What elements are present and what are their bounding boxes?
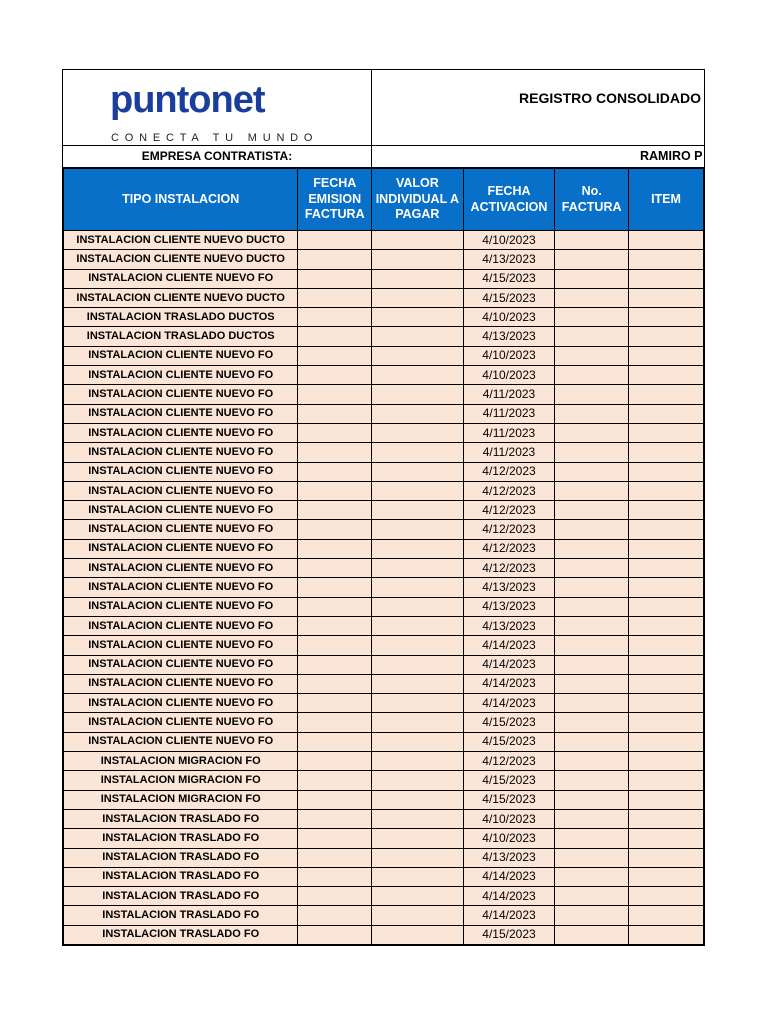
table-row: [64, 771, 704, 790]
table-row: [64, 423, 704, 442]
cell-valor[interactable]: [372, 539, 464, 558]
cell-fecha-activacion[interactable]: 4/10/2023: [463, 366, 555, 385]
cell-item[interactable]: [629, 288, 704, 307]
cell-tipo-instalacion[interactable]: INSTALACION CLIENTE NUEVO FO: [64, 443, 298, 462]
column-header-fecha-activacion: FECHA ACTIVACION: [463, 169, 555, 231]
cell-valor[interactable]: [372, 501, 464, 520]
cell-valor[interactable]: [372, 578, 464, 597]
cell-factura[interactable]: [555, 308, 629, 327]
cell-fecha-activacion[interactable]: 4/10/2023: [463, 829, 555, 848]
cell-fecha-emision[interactable]: [298, 674, 372, 693]
cell-factura[interactable]: [555, 655, 629, 674]
cell-item[interactable]: [629, 520, 704, 539]
table-row: [64, 887, 704, 906]
cell-fecha-emision[interactable]: [298, 559, 372, 578]
cell-valor[interactable]: [372, 481, 464, 500]
cell-tipo-instalacion[interactable]: INSTALACION CLIENTE NUEVO FO: [64, 501, 298, 520]
cell-fecha-emision[interactable]: [298, 809, 372, 828]
cell-item[interactable]: [629, 327, 704, 346]
cell-factura[interactable]: [555, 462, 629, 481]
cell-item[interactable]: [629, 462, 704, 481]
cell-fecha-emision[interactable]: [298, 327, 372, 346]
cell-fecha-emision[interactable]: [298, 288, 372, 307]
cell-fecha-emision[interactable]: [298, 790, 372, 809]
cell-fecha-emision[interactable]: [298, 636, 372, 655]
cell-tipo-instalacion[interactable]: INSTALACION CLIENTE NUEVO FO: [64, 385, 298, 404]
document-title: REGISTRO CONSOLIDADO: [519, 90, 702, 106]
table-row: [64, 501, 704, 520]
table-row: [64, 829, 704, 848]
cell-item[interactable]: [629, 771, 704, 790]
cell-fecha-emision[interactable]: [298, 520, 372, 539]
cell-tipo-instalacion[interactable]: INSTALACION CLIENTE NUEVO FO: [64, 674, 298, 693]
cell-valor[interactable]: [372, 404, 464, 423]
cell-valor[interactable]: [372, 288, 464, 307]
cell-item[interactable]: [629, 385, 704, 404]
cell-fecha-emision[interactable]: [298, 925, 372, 944]
table-row: [64, 404, 704, 423]
cell-tipo-instalacion[interactable]: INSTALACION MIGRACION FO: [64, 771, 298, 790]
cell-fecha-activacion[interactable]: 4/10/2023: [463, 308, 555, 327]
cell-tipo-instalacion[interactable]: INSTALACION CLIENTE NUEVO FO: [64, 404, 298, 423]
company-label: EMPRESA CONTRATISTA:: [63, 146, 372, 167]
cell-tipo-instalacion[interactable]: INSTALACION CLIENTE NUEVO FO: [64, 539, 298, 558]
table-row: [64, 655, 704, 674]
cell-tipo-instalacion[interactable]: INSTALACION CLIENTE NUEVO FO: [64, 462, 298, 481]
cell-item[interactable]: [629, 694, 704, 713]
cell-tipo-instalacion[interactable]: INSTALACION CLIENTE NUEVO DUCTO: [64, 288, 298, 307]
cell-valor[interactable]: [372, 597, 464, 616]
table-row: [64, 539, 704, 558]
cell-item[interactable]: [629, 366, 704, 385]
cell-factura[interactable]: [555, 906, 629, 925]
table-row: [64, 636, 704, 655]
table-row: [64, 462, 704, 481]
cell-tipo-instalacion[interactable]: INSTALACION CLIENTE NUEVO FO: [64, 694, 298, 713]
cell-tipo-instalacion[interactable]: INSTALACION CLIENTE NUEVO FO: [64, 269, 298, 288]
installations-table: [63, 168, 704, 945]
column-header-valor: VALOR INDIVIDUAL A PAGAR: [372, 169, 464, 231]
cell-item[interactable]: [629, 732, 704, 751]
cell-valor[interactable]: [372, 674, 464, 693]
cell-valor[interactable]: [372, 269, 464, 288]
cell-tipo-instalacion[interactable]: INSTALACION TRASLADO FO: [64, 906, 298, 925]
cell-factura[interactable]: [555, 327, 629, 346]
cell-fecha-emision[interactable]: [298, 655, 372, 674]
cell-fecha-emision[interactable]: [298, 250, 372, 269]
cell-fecha-activacion[interactable]: 4/13/2023: [463, 597, 555, 616]
table-row: [64, 385, 704, 404]
cell-tipo-instalacion[interactable]: INSTALACION CLIENTE NUEVO FO: [64, 423, 298, 442]
cell-factura[interactable]: [555, 385, 629, 404]
cell-item[interactable]: [629, 636, 704, 655]
cell-item[interactable]: [629, 848, 704, 867]
cell-factura[interactable]: [555, 404, 629, 423]
cell-item[interactable]: [629, 616, 704, 635]
cell-item[interactable]: [629, 713, 704, 732]
cell-fecha-activacion[interactable]: 4/10/2023: [463, 346, 555, 365]
cell-valor[interactable]: [372, 655, 464, 674]
cell-factura[interactable]: [555, 925, 629, 944]
table-row: [64, 674, 704, 693]
cell-item[interactable]: [629, 752, 704, 771]
cell-fecha-activacion[interactable]: 4/14/2023: [463, 867, 555, 886]
company-value: RAMIRO P: [640, 149, 703, 163]
table-row: [64, 308, 704, 327]
spreadsheet: [62, 69, 705, 946]
cell-tipo-instalacion[interactable]: INSTALACION CLIENTE NUEVO DUCTO: [64, 231, 298, 250]
cell-factura[interactable]: [555, 520, 629, 539]
cell-valor[interactable]: [372, 732, 464, 751]
cell-valor[interactable]: [372, 250, 464, 269]
cell-fecha-emision[interactable]: [298, 752, 372, 771]
cell-tipo-instalacion[interactable]: INSTALACION CLIENTE NUEVO DUCTO: [64, 250, 298, 269]
cell-item[interactable]: [629, 501, 704, 520]
cell-fecha-activacion[interactable]: 4/15/2023: [463, 288, 555, 307]
cell-factura[interactable]: [555, 231, 629, 250]
table-row: [64, 616, 704, 635]
cell-valor[interactable]: [372, 462, 464, 481]
cell-fecha-emision[interactable]: [298, 578, 372, 597]
cell-item[interactable]: [629, 790, 704, 809]
table-row: [64, 809, 704, 828]
cell-valor[interactable]: [372, 809, 464, 828]
table-row: [64, 559, 704, 578]
cell-fecha-activacion[interactable]: 4/14/2023: [463, 906, 555, 925]
cell-tipo-instalacion[interactable]: INSTALACION CLIENTE NUEVO FO: [64, 713, 298, 732]
column-header-tipo: TIPO INSTALACION: [64, 169, 298, 231]
table-row: [64, 366, 704, 385]
table-row: [64, 520, 704, 539]
cell-item[interactable]: [629, 578, 704, 597]
cell-item[interactable]: [629, 887, 704, 906]
cell-fecha-emision[interactable]: [298, 732, 372, 751]
table-row: [64, 288, 704, 307]
cell-fecha-activacion[interactable]: 4/13/2023: [463, 250, 555, 269]
cell-fecha-emision[interactable]: [298, 269, 372, 288]
cell-valor[interactable]: [372, 790, 464, 809]
cell-valor[interactable]: [372, 385, 464, 404]
cell-factura[interactable]: [555, 346, 629, 365]
table-row: [64, 327, 704, 346]
cell-valor[interactable]: [372, 829, 464, 848]
table-row: [64, 848, 704, 867]
table-row: [64, 346, 704, 365]
cell-tipo-instalacion[interactable]: INSTALACION TRASLADO FO: [64, 887, 298, 906]
cell-valor[interactable]: [372, 848, 464, 867]
cell-item[interactable]: [629, 559, 704, 578]
cell-fecha-activacion[interactable]: 4/15/2023: [463, 269, 555, 288]
cell-factura[interactable]: [555, 288, 629, 307]
cell-tipo-instalacion[interactable]: INSTALACION CLIENTE NUEVO FO: [64, 655, 298, 674]
cell-item[interactable]: [629, 250, 704, 269]
cell-fecha-emision[interactable]: [298, 867, 372, 886]
table-row: [64, 790, 704, 809]
cell-valor[interactable]: [372, 327, 464, 346]
cell-factura[interactable]: [555, 887, 629, 906]
cell-valor[interactable]: [372, 713, 464, 732]
cell-valor[interactable]: [372, 887, 464, 906]
cell-item[interactable]: [629, 809, 704, 828]
cell-factura[interactable]: [555, 597, 629, 616]
cell-fecha-emision[interactable]: [298, 906, 372, 925]
cell-fecha-activacion[interactable]: 4/14/2023: [463, 887, 555, 906]
cell-item[interactable]: [629, 539, 704, 558]
cell-item[interactable]: [629, 443, 704, 462]
cell-factura[interactable]: [555, 732, 629, 751]
cell-factura[interactable]: [555, 423, 629, 442]
table-row: [64, 597, 704, 616]
cell-factura[interactable]: [555, 501, 629, 520]
cell-tipo-instalacion[interactable]: INSTALACION TRASLADO FO: [64, 809, 298, 828]
cell-factura[interactable]: [555, 790, 629, 809]
cell-fecha-activacion[interactable]: 4/12/2023: [463, 462, 555, 481]
cell-factura[interactable]: [555, 578, 629, 597]
cell-fecha-activacion[interactable]: 4/14/2023: [463, 636, 555, 655]
cell-fecha-emision[interactable]: [298, 462, 372, 481]
cell-tipo-instalacion[interactable]: INSTALACION TRASLADO FO: [64, 829, 298, 848]
cell-factura[interactable]: [555, 809, 629, 828]
cell-fecha-activacion[interactable]: 4/11/2023: [463, 404, 555, 423]
cell-factura[interactable]: [555, 539, 629, 558]
cell-tipo-instalacion[interactable]: INSTALACION CLIENTE NUEVO FO: [64, 559, 298, 578]
cell-fecha-activacion[interactable]: 4/15/2023: [463, 790, 555, 809]
table-row: [64, 231, 704, 250]
cell-fecha-activacion[interactable]: 4/12/2023: [463, 559, 555, 578]
table-row: [64, 925, 704, 944]
cell-fecha-activacion[interactable]: 4/14/2023: [463, 655, 555, 674]
cell-item[interactable]: [629, 906, 704, 925]
cell-tipo-instalacion[interactable]: INSTALACION TRASLADO DUCTOS: [64, 327, 298, 346]
cell-fecha-activacion[interactable]: 4/12/2023: [463, 752, 555, 771]
cell-item[interactable]: [629, 423, 704, 442]
cell-factura[interactable]: [555, 636, 629, 655]
cell-fecha-emision[interactable]: [298, 366, 372, 385]
cell-fecha-emision[interactable]: [298, 616, 372, 635]
cell-factura[interactable]: [555, 366, 629, 385]
cell-tipo-instalacion[interactable]: INSTALACION TRASLADO DUCTOS: [64, 308, 298, 327]
cell-fecha-activacion[interactable]: 4/11/2023: [463, 423, 555, 442]
cell-valor[interactable]: [372, 443, 464, 462]
cell-fecha-emision[interactable]: [298, 308, 372, 327]
logo-tagline: CONECTA TU MUNDO: [111, 132, 319, 144]
cell-fecha-emision[interactable]: [298, 887, 372, 906]
cell-item[interactable]: [629, 308, 704, 327]
cell-tipo-instalacion[interactable]: INSTALACION TRASLADO FO: [64, 848, 298, 867]
cell-tipo-instalacion[interactable]: INSTALACION MIGRACION FO: [64, 752, 298, 771]
cell-factura[interactable]: [555, 713, 629, 732]
cell-fecha-emision[interactable]: [298, 404, 372, 423]
table-row: [64, 578, 704, 597]
cell-valor[interactable]: [372, 308, 464, 327]
cell-fecha-activacion[interactable]: 4/14/2023: [463, 694, 555, 713]
table-row: [64, 906, 704, 925]
cell-fecha-emision[interactable]: [298, 771, 372, 790]
company-logo: [110, 81, 265, 119]
cell-fecha-activacion[interactable]: 4/12/2023: [463, 481, 555, 500]
cell-factura[interactable]: [555, 848, 629, 867]
cell-fecha-activacion[interactable]: 4/12/2023: [463, 520, 555, 539]
cell-valor[interactable]: [372, 559, 464, 578]
cell-valor[interactable]: [372, 636, 464, 655]
cell-fecha-activacion[interactable]: 4/11/2023: [463, 443, 555, 462]
cell-fecha-emision[interactable]: [298, 423, 372, 442]
cell-fecha-emision[interactable]: [298, 539, 372, 558]
logo-cell: [63, 70, 372, 146]
cell-fecha-activacion[interactable]: 4/15/2023: [463, 771, 555, 790]
cell-factura[interactable]: [555, 559, 629, 578]
cell-fecha-activacion[interactable]: 4/15/2023: [463, 925, 555, 944]
cell-fecha-activacion[interactable]: 4/13/2023: [463, 848, 555, 867]
cell-valor[interactable]: [372, 694, 464, 713]
cell-tipo-instalacion[interactable]: INSTALACION CLIENTE NUEVO FO: [64, 732, 298, 751]
cell-valor[interactable]: [372, 752, 464, 771]
cell-item[interactable]: [629, 481, 704, 500]
table-row: [64, 481, 704, 500]
company-row: [63, 146, 705, 168]
cell-item[interactable]: [629, 655, 704, 674]
cell-item[interactable]: [629, 925, 704, 944]
cell-valor[interactable]: [372, 366, 464, 385]
cell-factura[interactable]: [555, 616, 629, 635]
cell-valor[interactable]: [372, 520, 464, 539]
cell-factura[interactable]: [555, 250, 629, 269]
cell-fecha-emision[interactable]: [298, 346, 372, 365]
column-header-fecha-emision: FECHA EMISION FACTURA: [298, 169, 372, 231]
cell-fecha-activacion[interactable]: 4/14/2023: [463, 674, 555, 693]
cell-valor[interactable]: [372, 616, 464, 635]
table-row: [64, 250, 704, 269]
cell-tipo-instalacion[interactable]: INSTALACION CLIENTE NUEVO FO: [64, 366, 298, 385]
table-row: [64, 694, 704, 713]
cell-tipo-instalacion[interactable]: INSTALACION MIGRACION FO: [64, 790, 298, 809]
cell-item[interactable]: [629, 269, 704, 288]
cell-fecha-emision[interactable]: [298, 501, 372, 520]
cell-factura[interactable]: [555, 443, 629, 462]
table-row: [64, 269, 704, 288]
cell-fecha-activacion[interactable]: 4/11/2023: [463, 385, 555, 404]
logo-wordmark: puntonet: [110, 79, 265, 121]
cell-valor[interactable]: [372, 346, 464, 365]
cell-fecha-activacion[interactable]: 4/13/2023: [463, 578, 555, 597]
cell-fecha-emision[interactable]: [298, 848, 372, 867]
table-header-row: [64, 169, 704, 231]
cell-fecha-activacion[interactable]: 4/10/2023: [463, 231, 555, 250]
table-row: [64, 732, 704, 751]
cell-fecha-emision[interactable]: [298, 231, 372, 250]
cell-tipo-instalacion[interactable]: INSTALACION TRASLADO FO: [64, 925, 298, 944]
cell-fecha-emision[interactable]: [298, 385, 372, 404]
cell-fecha-emision[interactable]: [298, 597, 372, 616]
table-row: [64, 443, 704, 462]
cell-fecha-activacion[interactable]: 4/15/2023: [463, 732, 555, 751]
cell-valor[interactable]: [372, 925, 464, 944]
column-header-factura: No. FACTURA: [555, 169, 629, 231]
cell-factura[interactable]: [555, 674, 629, 693]
cell-tipo-instalacion[interactable]: INSTALACION CLIENTE NUEVO FO: [64, 520, 298, 539]
table-body: [64, 231, 704, 945]
cell-fecha-activacion[interactable]: 4/13/2023: [463, 616, 555, 635]
cell-fecha-activacion[interactable]: 4/13/2023: [463, 327, 555, 346]
cell-tipo-instalacion[interactable]: INSTALACION CLIENTE NUEVO FO: [64, 481, 298, 500]
cell-fecha-activacion[interactable]: 4/12/2023: [463, 539, 555, 558]
cell-item[interactable]: [629, 404, 704, 423]
cell-valor[interactable]: [372, 867, 464, 886]
cell-factura[interactable]: [555, 829, 629, 848]
cell-tipo-instalacion[interactable]: INSTALACION CLIENTE NUEVO FO: [64, 636, 298, 655]
cell-valor[interactable]: [372, 771, 464, 790]
cell-fecha-emision[interactable]: [298, 443, 372, 462]
cell-factura[interactable]: [555, 752, 629, 771]
cell-fecha-activacion[interactable]: 4/10/2023: [463, 809, 555, 828]
table-row: [64, 752, 704, 771]
cell-item[interactable]: [629, 597, 704, 616]
table-row: [64, 867, 704, 886]
cell-factura[interactable]: [555, 771, 629, 790]
cell-fecha-emision[interactable]: [298, 694, 372, 713]
cell-valor[interactable]: [372, 231, 464, 250]
cell-fecha-emision[interactable]: [298, 829, 372, 848]
cell-valor[interactable]: [372, 423, 464, 442]
table-row: [64, 713, 704, 732]
cell-fecha-emision[interactable]: [298, 481, 372, 500]
title-cell: [372, 70, 705, 146]
column-header-item: ITEM: [629, 169, 704, 231]
cell-tipo-instalacion[interactable]: INSTALACION TRASLADO FO: [64, 867, 298, 886]
cell-item[interactable]: [629, 674, 704, 693]
cell-fecha-activacion[interactable]: 4/12/2023: [463, 501, 555, 520]
cell-tipo-instalacion[interactable]: INSTALACION CLIENTE NUEVO FO: [64, 616, 298, 635]
cell-factura[interactable]: [555, 481, 629, 500]
cell-tipo-instalacion[interactable]: INSTALACION CLIENTE NUEVO FO: [64, 597, 298, 616]
cell-valor[interactable]: [372, 906, 464, 925]
cell-tipo-instalacion[interactable]: INSTALACION CLIENTE NUEVO FO: [64, 346, 298, 365]
cell-item[interactable]: [629, 231, 704, 250]
cell-factura[interactable]: [555, 867, 629, 886]
cell-item[interactable]: [629, 346, 704, 365]
cell-fecha-activacion[interactable]: 4/15/2023: [463, 713, 555, 732]
cell-tipo-instalacion[interactable]: INSTALACION CLIENTE NUEVO FO: [64, 578, 298, 597]
cell-item[interactable]: [629, 867, 704, 886]
cell-item[interactable]: [629, 829, 704, 848]
cell-fecha-emision[interactable]: [298, 713, 372, 732]
cell-factura[interactable]: [555, 269, 629, 288]
cell-factura[interactable]: [555, 694, 629, 713]
